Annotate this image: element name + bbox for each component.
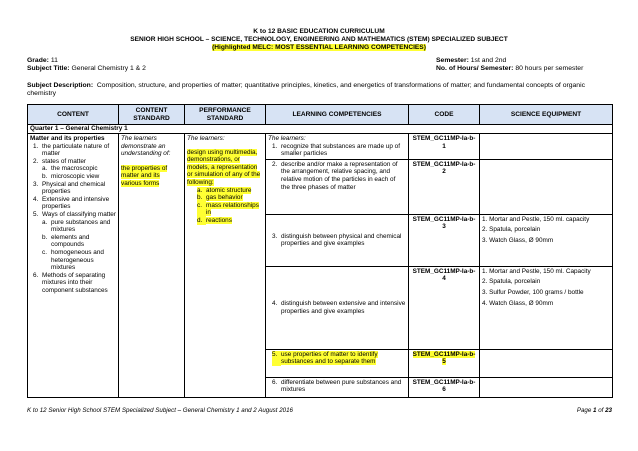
code-cell: STEM_GC11MP-Ia-b-6 [409, 377, 480, 397]
content-standard-cell [119, 134, 185, 398]
performance-list-item: c. mass relationships in [197, 201, 259, 217]
table-row [28, 134, 613, 160]
header-science-equipment: SCIENCE EQUIPMENT [480, 105, 613, 125]
code-cell: STEM_GC11MP-Ia-b-2 [409, 159, 480, 214]
competency-cell: The learners: 1. recognize that substances are made up of smaller particles [266, 134, 409, 160]
header-content-standard: CONTENT STANDARD [119, 105, 185, 125]
hours-per-semester: No. of Hours/ Semester: 80 hours per semester [436, 65, 584, 72]
performance-list-item: b. gas behavior [197, 194, 243, 202]
equipment-cell [480, 377, 613, 397]
code-cell: STEM_GC11MP-Ia-b-1 [409, 134, 480, 160]
equipment-item: 3. Watch Glass, Ø 90mm [482, 236, 554, 244]
quarter-label: Quarter 1 – General Chemistry 1 [28, 125, 613, 134]
equipment-cell [480, 134, 613, 160]
content-cell [28, 134, 119, 398]
equipment-cell [480, 159, 613, 214]
content-list-item: b. microscopic view [42, 172, 100, 180]
competency-text: recognize that substances are made up of smaller particles [281, 142, 401, 158]
content-list-item: 3. Physical and chemical properties [33, 180, 106, 196]
content-list-item: 5. Ways of classifying matter [33, 210, 116, 218]
equipment-cell [480, 349, 613, 377]
code-cell: STEM_GC11MP-Ia-b-4 [409, 266, 480, 349]
competency-cell: 3. distinguish between physical and chemical properties and give examples [266, 214, 409, 266]
equipment-cell [480, 266, 613, 349]
equipment-item: 1. Mortar and Pestle, 150 ml. Capacity [482, 267, 591, 275]
competency-cell: 5. use properties of matter to identify substances and to separate them [266, 349, 409, 377]
subject-description: Subject Description: Composition, structure, and properties of matter; quantitative principles, kinetics, and energetics of transformations of matter; and fundamental concepts of organic chemistry [27, 82, 585, 98]
content-list-item: a. pure substances and mixtures [42, 218, 111, 234]
page-footer [27, 407, 612, 414]
page-number: Page 1 of 23 [576, 407, 612, 414]
content-list-item: 1. the particulate nature of matter [33, 142, 110, 158]
header-content: CONTENT [28, 105, 119, 125]
competency-text: distinguish between extensive and intensive properties and give examples [281, 300, 406, 315]
subject-title: Subject Title: General Chemistry 1 & 2 [27, 65, 146, 72]
competency-cell: 2. describe and/or make a representation of the arrangement, relative spacing, and relative motion of the particles in each of the three phases of matter [266, 159, 409, 214]
header-code: CODE [409, 105, 480, 125]
equipment-item: 2. Spatula, porcelain [482, 226, 541, 234]
semester: Semester: 1st and 2nd [436, 57, 507, 64]
performance-standard-list [187, 187, 263, 225]
performance-standard-intro: The learners: [187, 135, 225, 142]
content-list-item: 6. Methods of separating mixtures into their component substances [33, 271, 108, 294]
table-header-row [28, 105, 613, 125]
competency-cell: 4. distinguish between extensive and intensive properties and give examples [266, 266, 409, 349]
competency-text: describe and/or make a representation of the arrangement, relative spacing, and relative motion of the particles in each of the three phases of matter [281, 160, 398, 191]
content-standard-text: the properties of matter and its various forms [121, 164, 168, 187]
content-list-item: a. the macroscopic [42, 165, 98, 173]
equipment-cell [480, 214, 613, 266]
header-learning-competencies: LEARNING COMPETENCIES [266, 105, 409, 125]
curriculum-subtitle: SENIOR HIGH SCHOOL – SCIENCE, TECHNOLOGY, ENGINEERING AND MATHEMATICS (STEM) SPECIALIZED SUBJECT [130, 36, 508, 43]
performance-standard-text: design using multimedia, demonstrations, or models, a representation or simulation of any of the following: [187, 148, 261, 186]
footer-title: K to 12 Senior High School STEM Specialized Subject – General Chemistry 1 and 2 August 2016 [27, 407, 293, 414]
equipment-item: 3. Sulfur Powder, 100 grams / bottle [482, 288, 584, 296]
equipment-item: 1. Mortar and Pestle, 150 ml. capacity [482, 215, 590, 223]
content-list-item: 2. states of matter [33, 157, 87, 165]
content-list-item: 4. Extensive and intensive properties [33, 195, 110, 211]
competency-text: distinguish between physical and chemical properties and give examples [281, 232, 402, 248]
content-list-item: c. homogeneous and heterogeneous mixtures [42, 248, 104, 272]
curriculum-table [27, 104, 613, 398]
code-cell: STEM_GC11MP-Ia-b-5 [409, 349, 480, 377]
curriculum-title: K to 12 BASIC EDUCATION CURRICULUM [253, 28, 385, 35]
competency-text: use properties of matter to identify substances and to separate them [281, 350, 378, 366]
code-cell: STEM_GC11MP-Ia-b-3 [409, 214, 480, 266]
grade: Grade: 11 [27, 57, 58, 64]
performance-list-item: d. reactions [197, 216, 232, 224]
competency-text: differentiate between pure substances and mixtures [281, 378, 402, 394]
performance-list-item: a. atomic structure [197, 186, 252, 194]
competency-cell: 6. differentiate between pure substances and mixtures [266, 377, 409, 397]
content-title: Matter and its properties [30, 135, 105, 142]
performance-standard-cell [185, 134, 266, 398]
melc-note: (Highlighted MELC: MOST ESSENTIAL LEARNING COMPETENCIES) [212, 44, 426, 51]
equipment-item: 2. Spatula, porcelain [482, 278, 541, 286]
content-list-item: b. elements and compounds [42, 233, 90, 249]
content-list [30, 143, 116, 295]
header-performance-standard: PERFORMANCE STANDARD [185, 105, 266, 125]
content-standard-intro: The learners demonstrate an understanding of: [121, 135, 171, 158]
equipment-item: 4. Watch Glass, Ø 90mm [482, 299, 554, 307]
